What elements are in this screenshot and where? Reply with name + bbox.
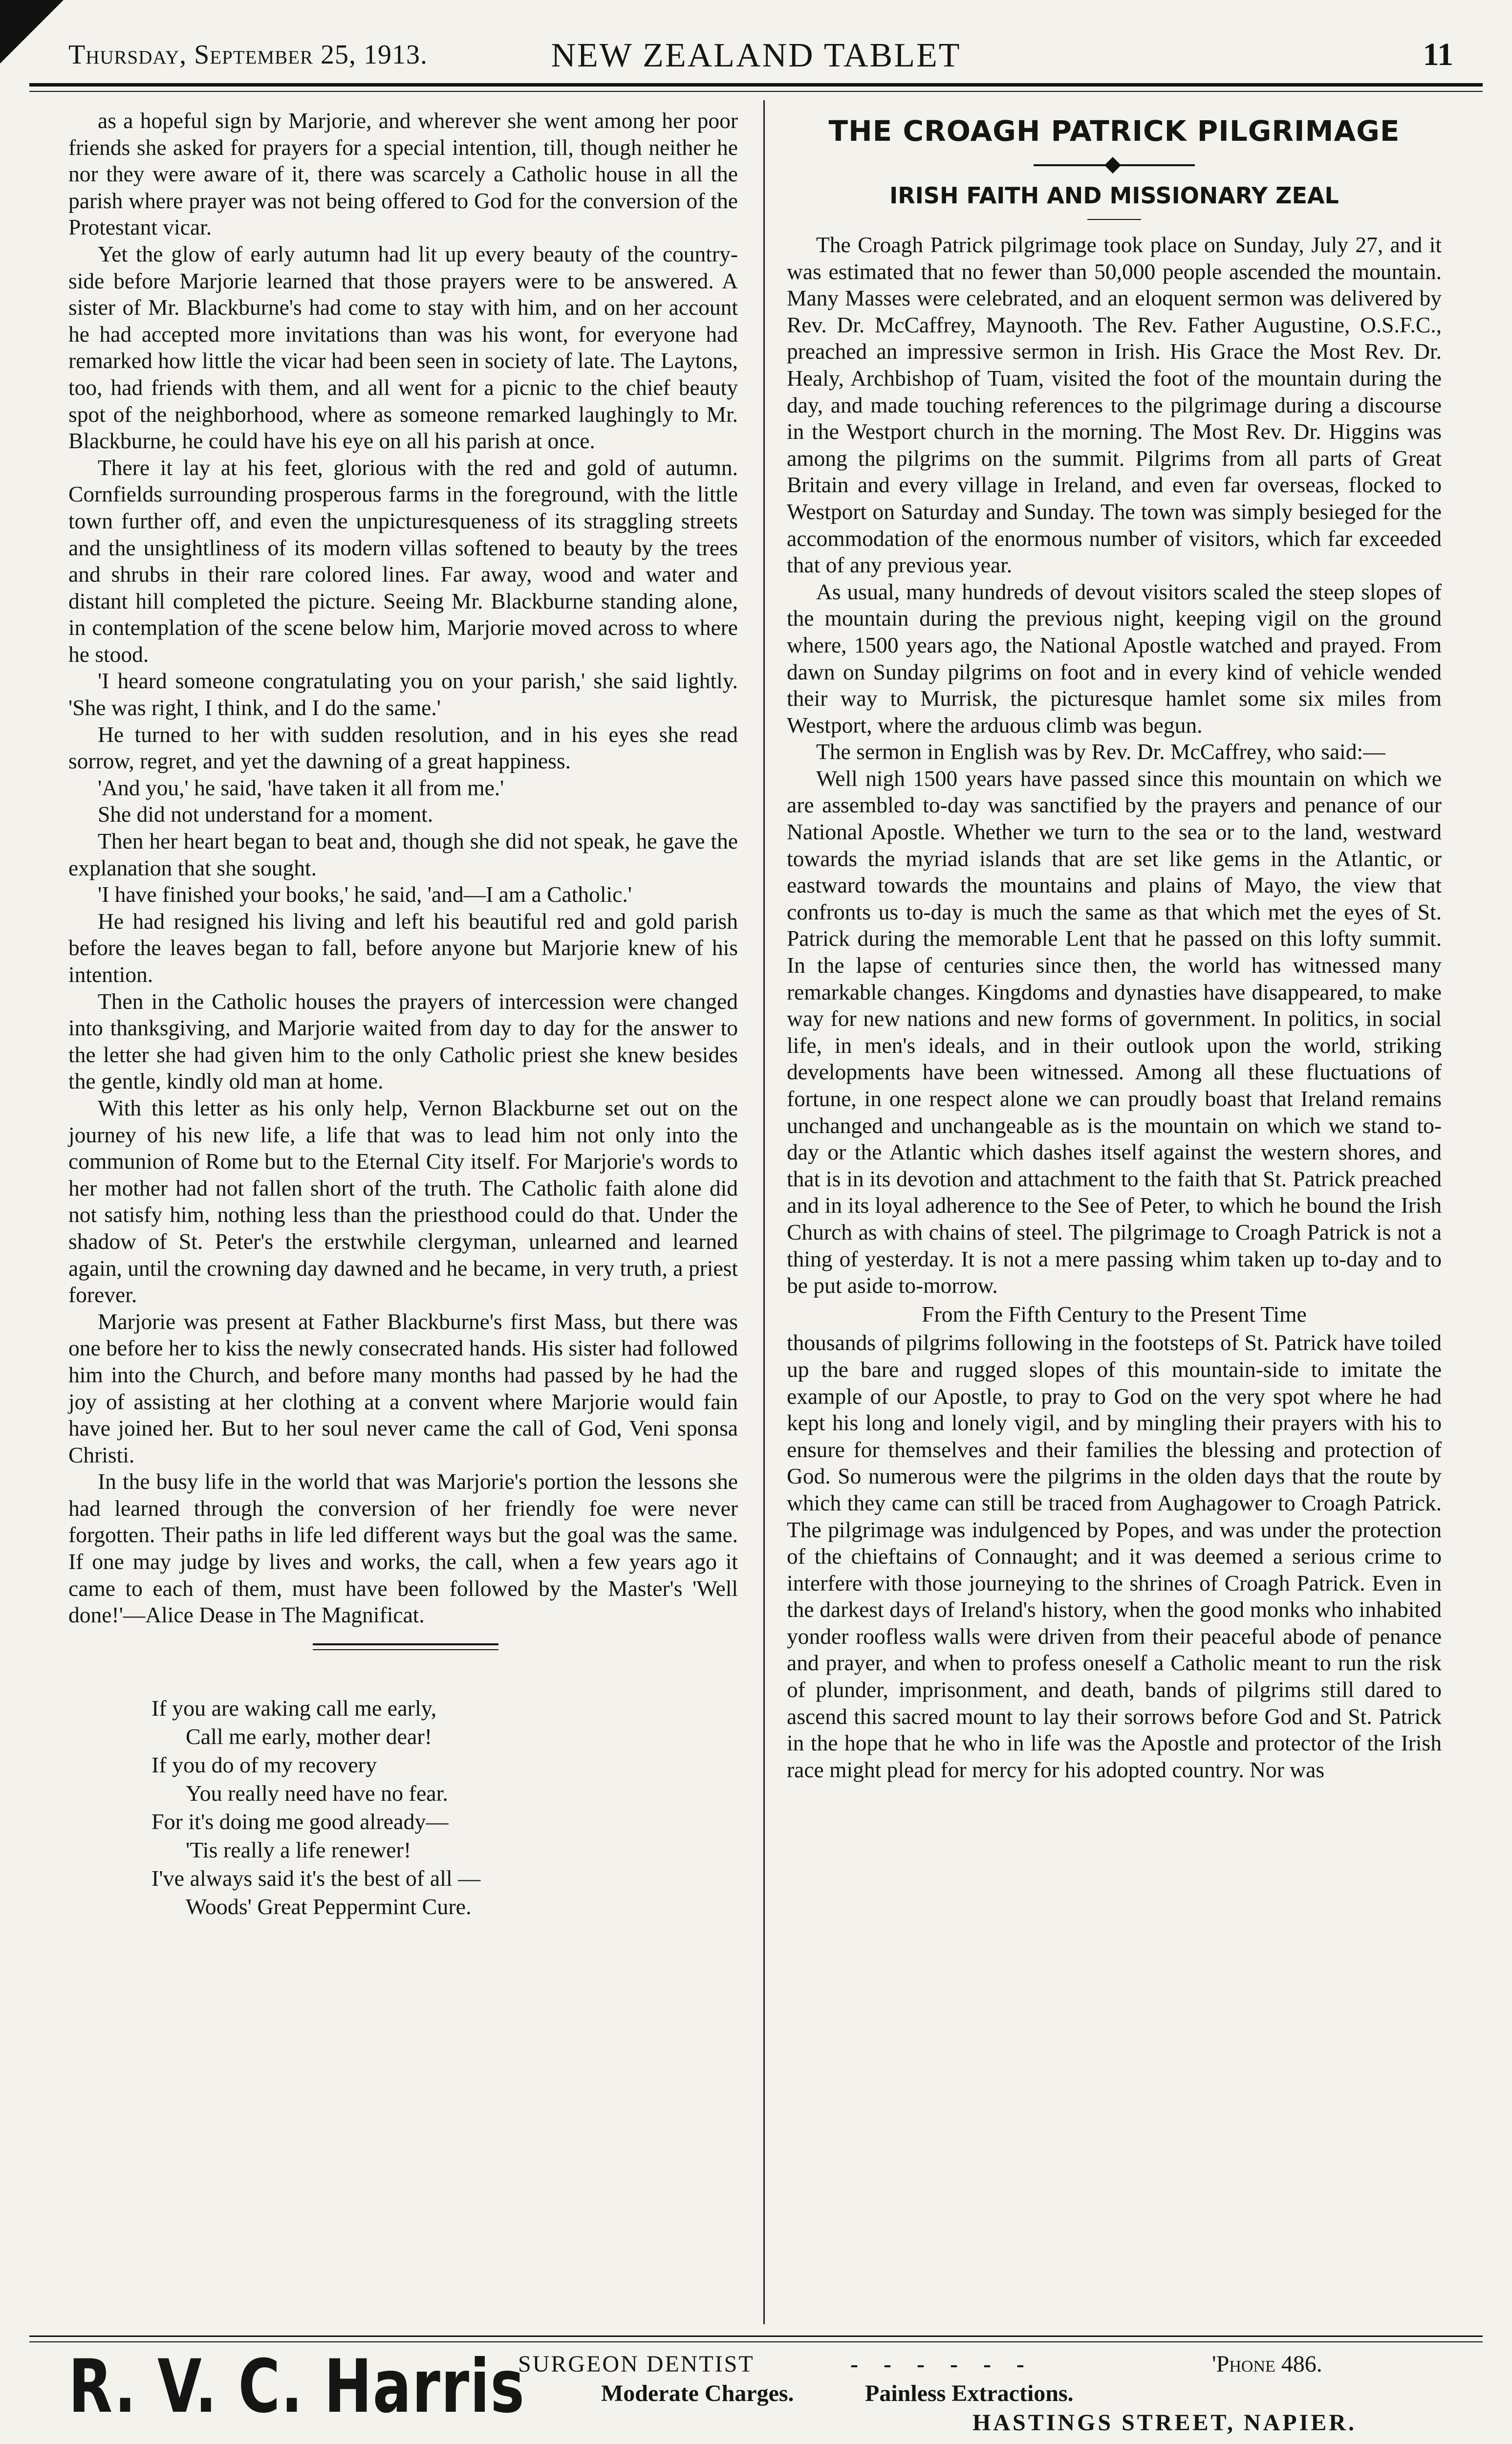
footer-rule-thin xyxy=(29,2341,1483,2342)
advertiser-name: R. V. C. Harris xyxy=(68,2344,525,2429)
article-subtitle: IRISH FAITH AND MISSIONARY ZEAL xyxy=(889,182,1339,209)
header-page-number: 11 xyxy=(1423,37,1453,72)
section-heading: From the Fifth Century to the Present Time xyxy=(922,1301,1307,1327)
advertiser-address: HASTINGS STREET, NAPIER. xyxy=(972,2410,1357,2436)
header-rule xyxy=(29,83,1483,87)
advertiser-charges: Moderate Charges. xyxy=(601,2380,794,2406)
footer-rule xyxy=(29,2335,1483,2337)
article-paragraph: As usual, many hundreds of devout visitors scaled the steep slopes of the mountain during the previous night, keeping vigil on the ground where, 1500 years ago, the National Apostle watched and prayed. From dawn on Sunday pilgrims on foot and in every kind of vehicle wended their way to Murrisk, the picturesque hamlet some six miles from Westport, where the arduous climb was begun. xyxy=(787,579,1442,738)
page-header xyxy=(29,24,1483,78)
story-paragraph: He had resigned his living and left his beautiful red and gold parish before the leaves began to fall, before anyone but Marjorie knew of his intention. xyxy=(68,908,738,987)
verse-line: Woods' Great Peppermint Cure. xyxy=(186,1894,472,1919)
article-paragraph: thousands of pilgrims following in the footsteps of St. Patrick have toiled up the bare and rugged slopes of this mountain-side to imitate the example of our Apostle, to pray to God on the very spot where he had kept his long and lonely vigil, and by mingling their prayers with his to ensure for themselves and their families the blessing and protection of God. So numerous were the pilgrims in the olden days that the route by which they came can still be traced from Aughagower to Croagh Patrick. The pilgrimage was indulgenced by Popes, and was under the protection of the chieftains of Connaught; and it was deemed a serious crime to interfere with those journeying to the shrines of Croagh Patrick. Even in the darkest days of Ireland's history, when the good monks who inhabited yonder roofless walls were driven from their peaceful abode of penance and prayer, and when to profess oneself a Catholic meant to run the risk of plunder, imprisonment, and death, bands of pilgrims still dared to ascend this sacred mount to lay their sorrows before God and St. Patrick in the hope that he who in life was the Apostle and protector of the Irish race might plead for mercy for his adopted country. Nor was xyxy=(787,1330,1442,1782)
advertiser-extractions: Painless Extractions. xyxy=(865,2380,1074,2406)
story-paragraph: 'I heard someone congratulating you on your parish,' she said lightly. 'She was right, I think, and I do the same.' xyxy=(68,668,738,720)
verse-line: If you are waking call me early, xyxy=(151,1695,437,1721)
leader-dots: - - - - - - xyxy=(850,2351,1034,2377)
story-paragraph: Then her heart began to beat and, though she did not speak, he gave the explanation that she sought. xyxy=(68,829,738,880)
story-paragraph: 'And you,' he said, 'have taken it all from me.' xyxy=(98,775,504,800)
column-divider xyxy=(763,100,765,2324)
verse-line: If you do of my recovery xyxy=(151,1752,377,1777)
left-column xyxy=(68,108,738,1921)
advertiser-phone: 'Phone 486. xyxy=(1212,2351,1322,2377)
article-paragraph: Well nigh 1500 years have passed since this mountain on which we are assembled to-day was sanctified by the prayers and penance of our National Apostle. Whether we turn to the sea or to the land, westward towards the myriad islands that are set like gems in the Atlantic, or eastward towards the mountains and plains of Mayo, the view that confronts us to-day is much the same as that which met the eyes of St. Patrick during the memorable Lent that he passed on this lofty summit. In the lapse of centuries since then, the world has witnessed many remarkable changes. Kingdoms and dynasties have disappeared, to make way for new nations and new forms of government. In politics, in social life, in men's ideals, and in their outlook upon the world, striking developments have been witnessed. Among all these fluctuations of fortune, in one respect alone we can proudly boast that Ireland remains unchanged and unchangeable as is the mountain on which we stand to-day or the Atlantic which dashes itself against the western shores, and that is in its devotion and attachment to the faith that St. Patrick preached and in its loyal adherence to the See of Peter, to which he bound the Irish Church as with chains of steel. The pilgrimage to Croagh Patrick is not a thing of yesterday. It is not a mere passing whim taken up to-day and to be put aside to-morrow. xyxy=(787,765,1442,1298)
verse-line: For it's doing me good already— xyxy=(151,1809,449,1834)
header-date: Thursday, September 25, 1913. xyxy=(68,40,428,70)
verse-line: Call me early, mother dear! xyxy=(186,1724,432,1749)
article-paragraph: The sermon in English was by Rev. Dr. McCaffrey, who said:— xyxy=(816,739,1385,764)
story-paragraph: Yet the glow of early autumn had lit up every beauty of the country-side before Marjorie learned that those prayers were to be answered. A sister of Mr. Blackburne's had come to stay with him, and on her account he had accepted more invitations than was his wont, for everyone had remarked how little the vicar had been seen in society of late. The Laytons, too, had friends with them, and all went for a picnic to the chief beauty spot of the neighborhood, where as someone remarked laughingly to Mr. Blackburne, he could have his eye on all his parish at once. xyxy=(68,241,738,454)
story-paragraph: In the busy life in the world that was Marjorie's portion the lessons she had learned through the conversion of her friendly foe were never forgotten. Their paths in life led different ways but the goal was the same. If one may judge by lives and works, the call, when a few years ago it came to each of them, must have been followed by the Master's 'Well done!'—Alice Dease in The Magnificat. xyxy=(68,1469,738,1628)
header-rule-thin xyxy=(29,91,1483,92)
story-paragraph: Then in the Catholic houses the prayers of intercession were changed into thanksgiving, and Marjorie waited from day to day for the answer to the letter she had given him to the only Catholic priest she knew besides the gentle, kindly old man at home. xyxy=(68,988,738,1094)
verse-line: 'Tis really a life renewer! xyxy=(186,1837,411,1862)
story-paragraph: She did not understand for a moment. xyxy=(98,802,433,827)
story-paragraph: There it lay at his feet, glorious with the red and gold of autumn. Cornfields surrounding prosperous farms in the foreground, with the little town further off, and even the unpicturesqueness of its straggling streets and the unsightliness of its modern villas softened to beauty by the trees and shrubs in their rare colored lines. Far away, wood and water and distant hill completed the picture. Seeing Mr. Blackburne standing alone, in contemplation of the scene below him, Marjorie moved across to where he stood. xyxy=(68,455,738,667)
advert-verse xyxy=(68,1694,738,1921)
article-paragraph: The Croagh Patrick pilgrimage took place on Sunday, July 27, and it was estimated that no fewer than 50,000 people ascended the mountain. Many Masses were celebrated, and an eloquent sermon was delivered by Rev. Dr. McCaffrey, Maynooth. The Rev. Father Augustine, O.S.F.C., preached an impressive sermon in Irish. His Grace the Most Rev. Dr. Healy, Archbishop of Tuam, visited the foot of the mountain during the day, and made touching references to the pilgrimage during a discourse in the Westport church in the morning. The Most Rev. Dr. Higgins was among the pilgrims on the summit. Pilgrims from all parts of Great Britain and every village in Ireland, and even far overseas, flocked to Westport on Saturday and Sunday. The town was simply besieged for the accommodation of the enormous number of visitors, which far exceeded that of any previous year. xyxy=(787,232,1442,578)
story-paragraph: He turned to her with sudden resolution, and in his eyes she read sorrow, regret, and yet the dawning of a great happiness. xyxy=(68,721,738,774)
story-paragraph: With this letter as his only help, Vernon Blackburne set out on the journey of his new life, a life that was to lead him not only into the communion of Rome but to the Eternal City itself. For Marjorie's words to her mother had not fallen short of the truth. The Catholic faith alone did not satisfy him, nothing less than the priesthood could do that. Under the shadow of St. Peter's the erstwhile clergyman, unlearned and learned again, until the crowning day dawned and he became, in very truth, a priest forever. xyxy=(68,1095,738,1308)
story-paragraph: 'I have finished your books,' he said, 'and—I am a Catholic.' xyxy=(98,882,632,907)
story-paragraph: as a hopeful sign by Marjorie, and wherever she went among her poor friends she asked for prayers for a special intention, till, though neither he nor they were aware of it, there was scarcely a Catholic house in all the parish where prayer was not being offered to God for the conversion of the Protestant vicar. xyxy=(68,108,738,240)
verse-line: I've always said it's the best of all — xyxy=(151,1865,481,1891)
advertiser-profession: SURGEON DENTIST xyxy=(518,2351,755,2377)
right-column xyxy=(787,108,1442,1783)
story-end-rule-thin xyxy=(313,1649,498,1650)
subtitle-rule xyxy=(1087,219,1141,220)
verse-line: You really need have no fear. xyxy=(186,1780,448,1806)
header-title: NEW ZEALAND TABLET xyxy=(551,37,961,74)
article-title: THE CROAGH PATRICK PILGRIMAGE xyxy=(828,114,1400,148)
story-paragraph: Marjorie was present at Father Blackburne's first Mass, but there was one before her to kiss the newly consecrated hands. His sister had followed him into the Church, and before many months had passed by he had the joy of assisting at her clothing at a convent where Marjorie would fain have joined her. But to her soul never came the call of God, Veni sponsa Christi. xyxy=(68,1309,738,1467)
title-ornament xyxy=(1034,164,1195,166)
story-end-rule xyxy=(313,1643,498,1645)
